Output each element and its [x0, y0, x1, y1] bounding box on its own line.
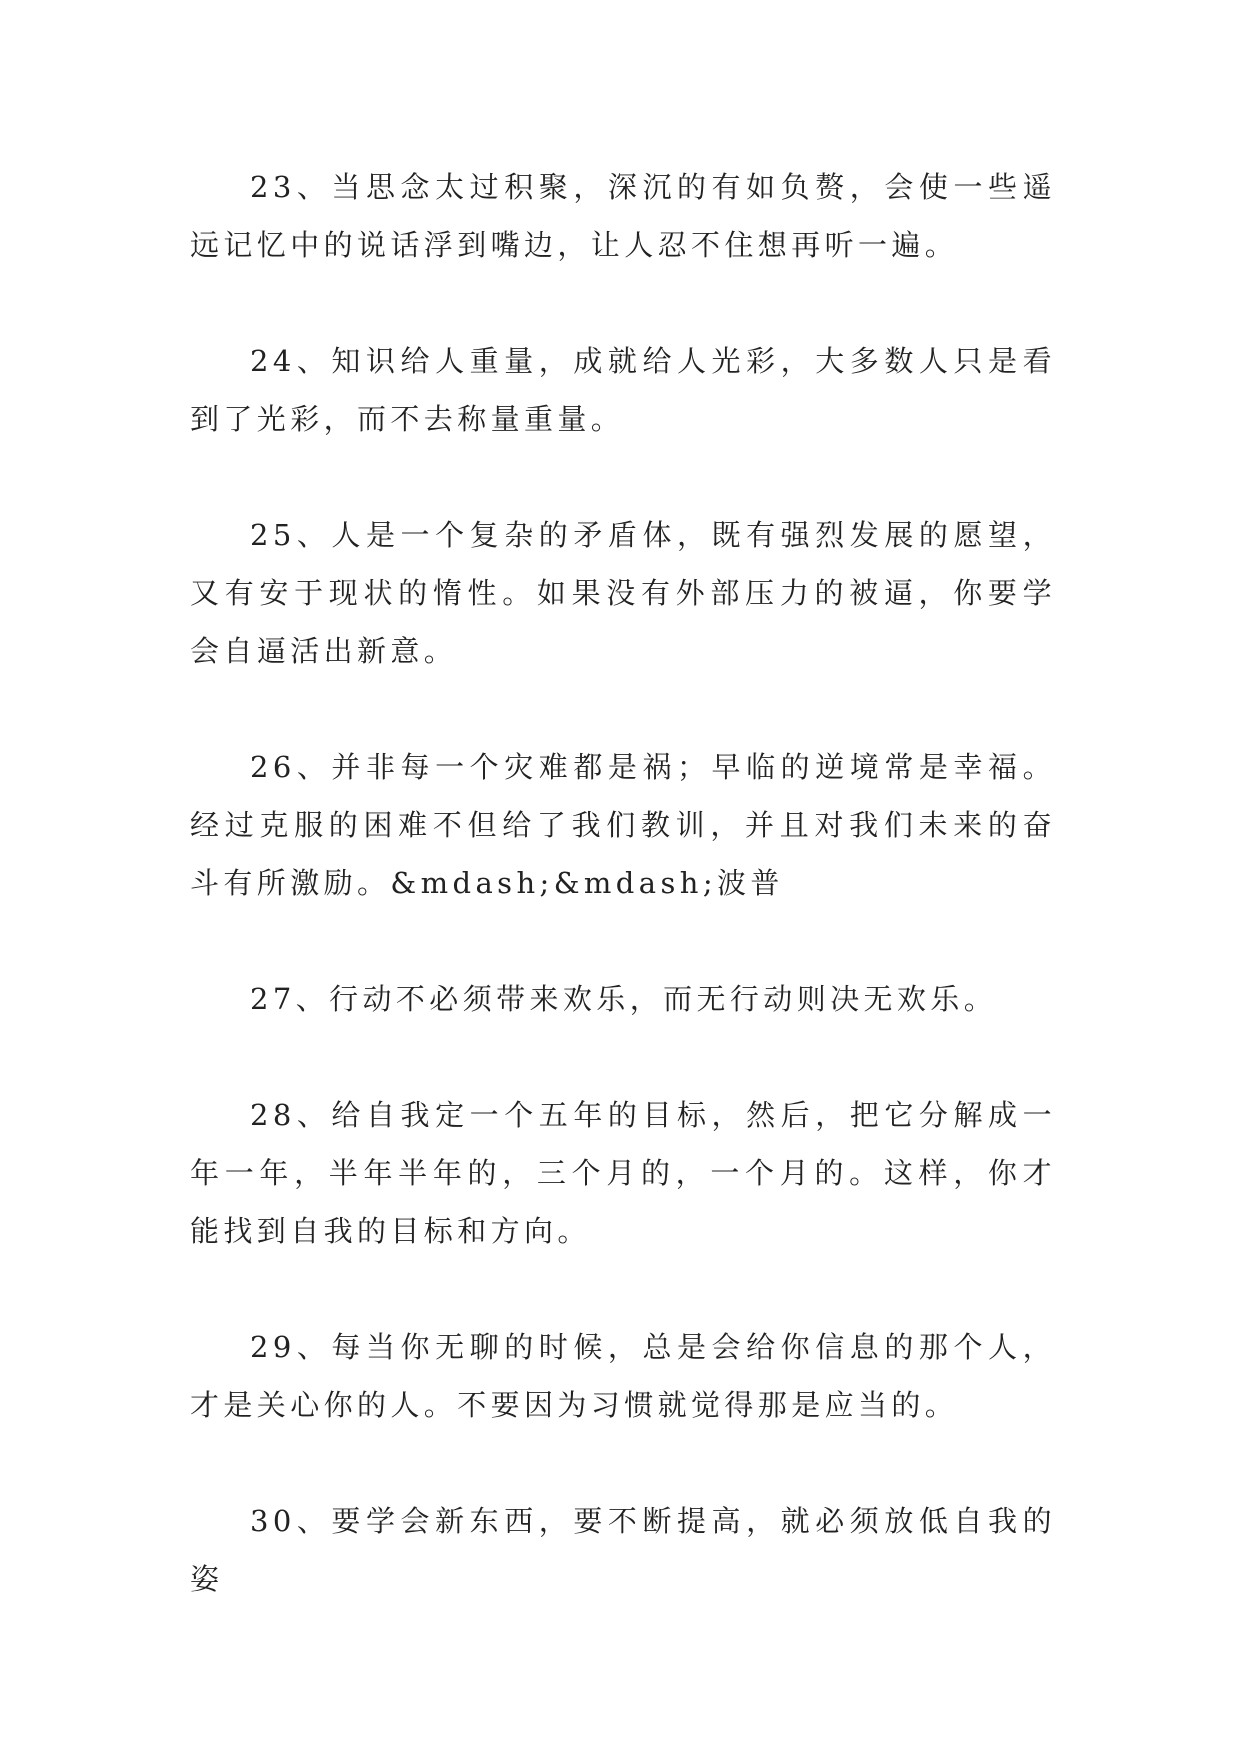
paragraph-26: 26、并非每一个灾难都是祸；早临的逆境常是幸福。经过克服的困难不但给了我们教训，并且对我们未来的奋斗有所激励。&mdash;&mdash;波普	[190, 750, 1056, 900]
paragraph-25: 25、人是一个复杂的矛盾体，既有强烈发展的愿望，又有安于现状的惰性。如果没有外部压力的被逼，你要学会自逼活出新意。	[190, 518, 1056, 668]
document-body	[190, 158, 1056, 1666]
paragraph-28: 28、给自我定一个五年的目标，然后，把它分解成一年一年，半年半年的，三个月的，一个月的。这样，你才能找到自我的目标和方向。	[190, 1098, 1056, 1248]
paragraph-30: 30、要学会新东西，要不断提高，就必须放低自我的姿	[190, 1504, 1056, 1596]
paragraph-29: 29、每当你无聊的时候，总是会给你信息的那个人，才是关心你的人。不要因为习惯就觉得那是应当的。	[190, 1330, 1056, 1422]
paragraph-24: 24、知识给人重量，成就给人光彩，大多数人只是看到了光彩，而不去称量重量。	[190, 344, 1056, 436]
paragraph-27: 27、行动不必须带来欢乐，而无行动则决无欢乐。	[250, 982, 998, 1016]
paragraph-23: 23、当思念太过积聚，深沉的有如负赘，会使一些遥远记忆中的说话浮到嘴边，让人忍不住想再听一遍。	[190, 170, 1056, 262]
